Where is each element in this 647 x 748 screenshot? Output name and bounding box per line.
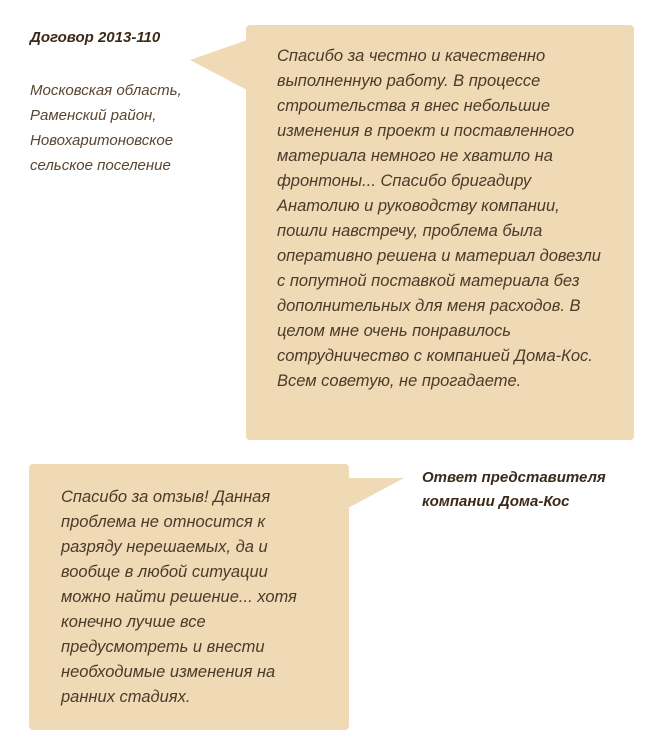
review-text: Спасибо за честно и качественно выполненную работу. В процессе строительства я внес небольшие изменения в проект и поставленного материала немного не хватило на фронтоны... Спасибо бригадиру Анатолию и руководству компании, пошли навстречу, проблема была оперативно решена и материал довезли с попутной поставкой материала без дополнительных для меня расходов. В целом мне очень понравилось сотрудничество с компанией Дома-Кос. Всем советую, не прогадаете. <box>277 47 601 390</box>
answer-bubble-tail <box>348 478 404 508</box>
contract-title: Договор 2013-110 <box>30 29 161 46</box>
review-bubble <box>246 25 634 440</box>
answer-text: Спасибо за отзыв! Данная проблема не относится к разряду нерешаемых, да и вообще в любой ситуации можно найти решение... хотя конечно лучше все предусмотреть и внести необходимые изменения на ранних стадиях. <box>61 488 297 706</box>
answer-bubble <box>29 464 349 730</box>
review-bubble-tail <box>190 40 247 90</box>
answer-author: Ответ представителя компании Дома-Кос <box>422 469 606 510</box>
review-address: Московская область, Раменский район, Новохаритоновское сельское поселение <box>30 82 182 174</box>
